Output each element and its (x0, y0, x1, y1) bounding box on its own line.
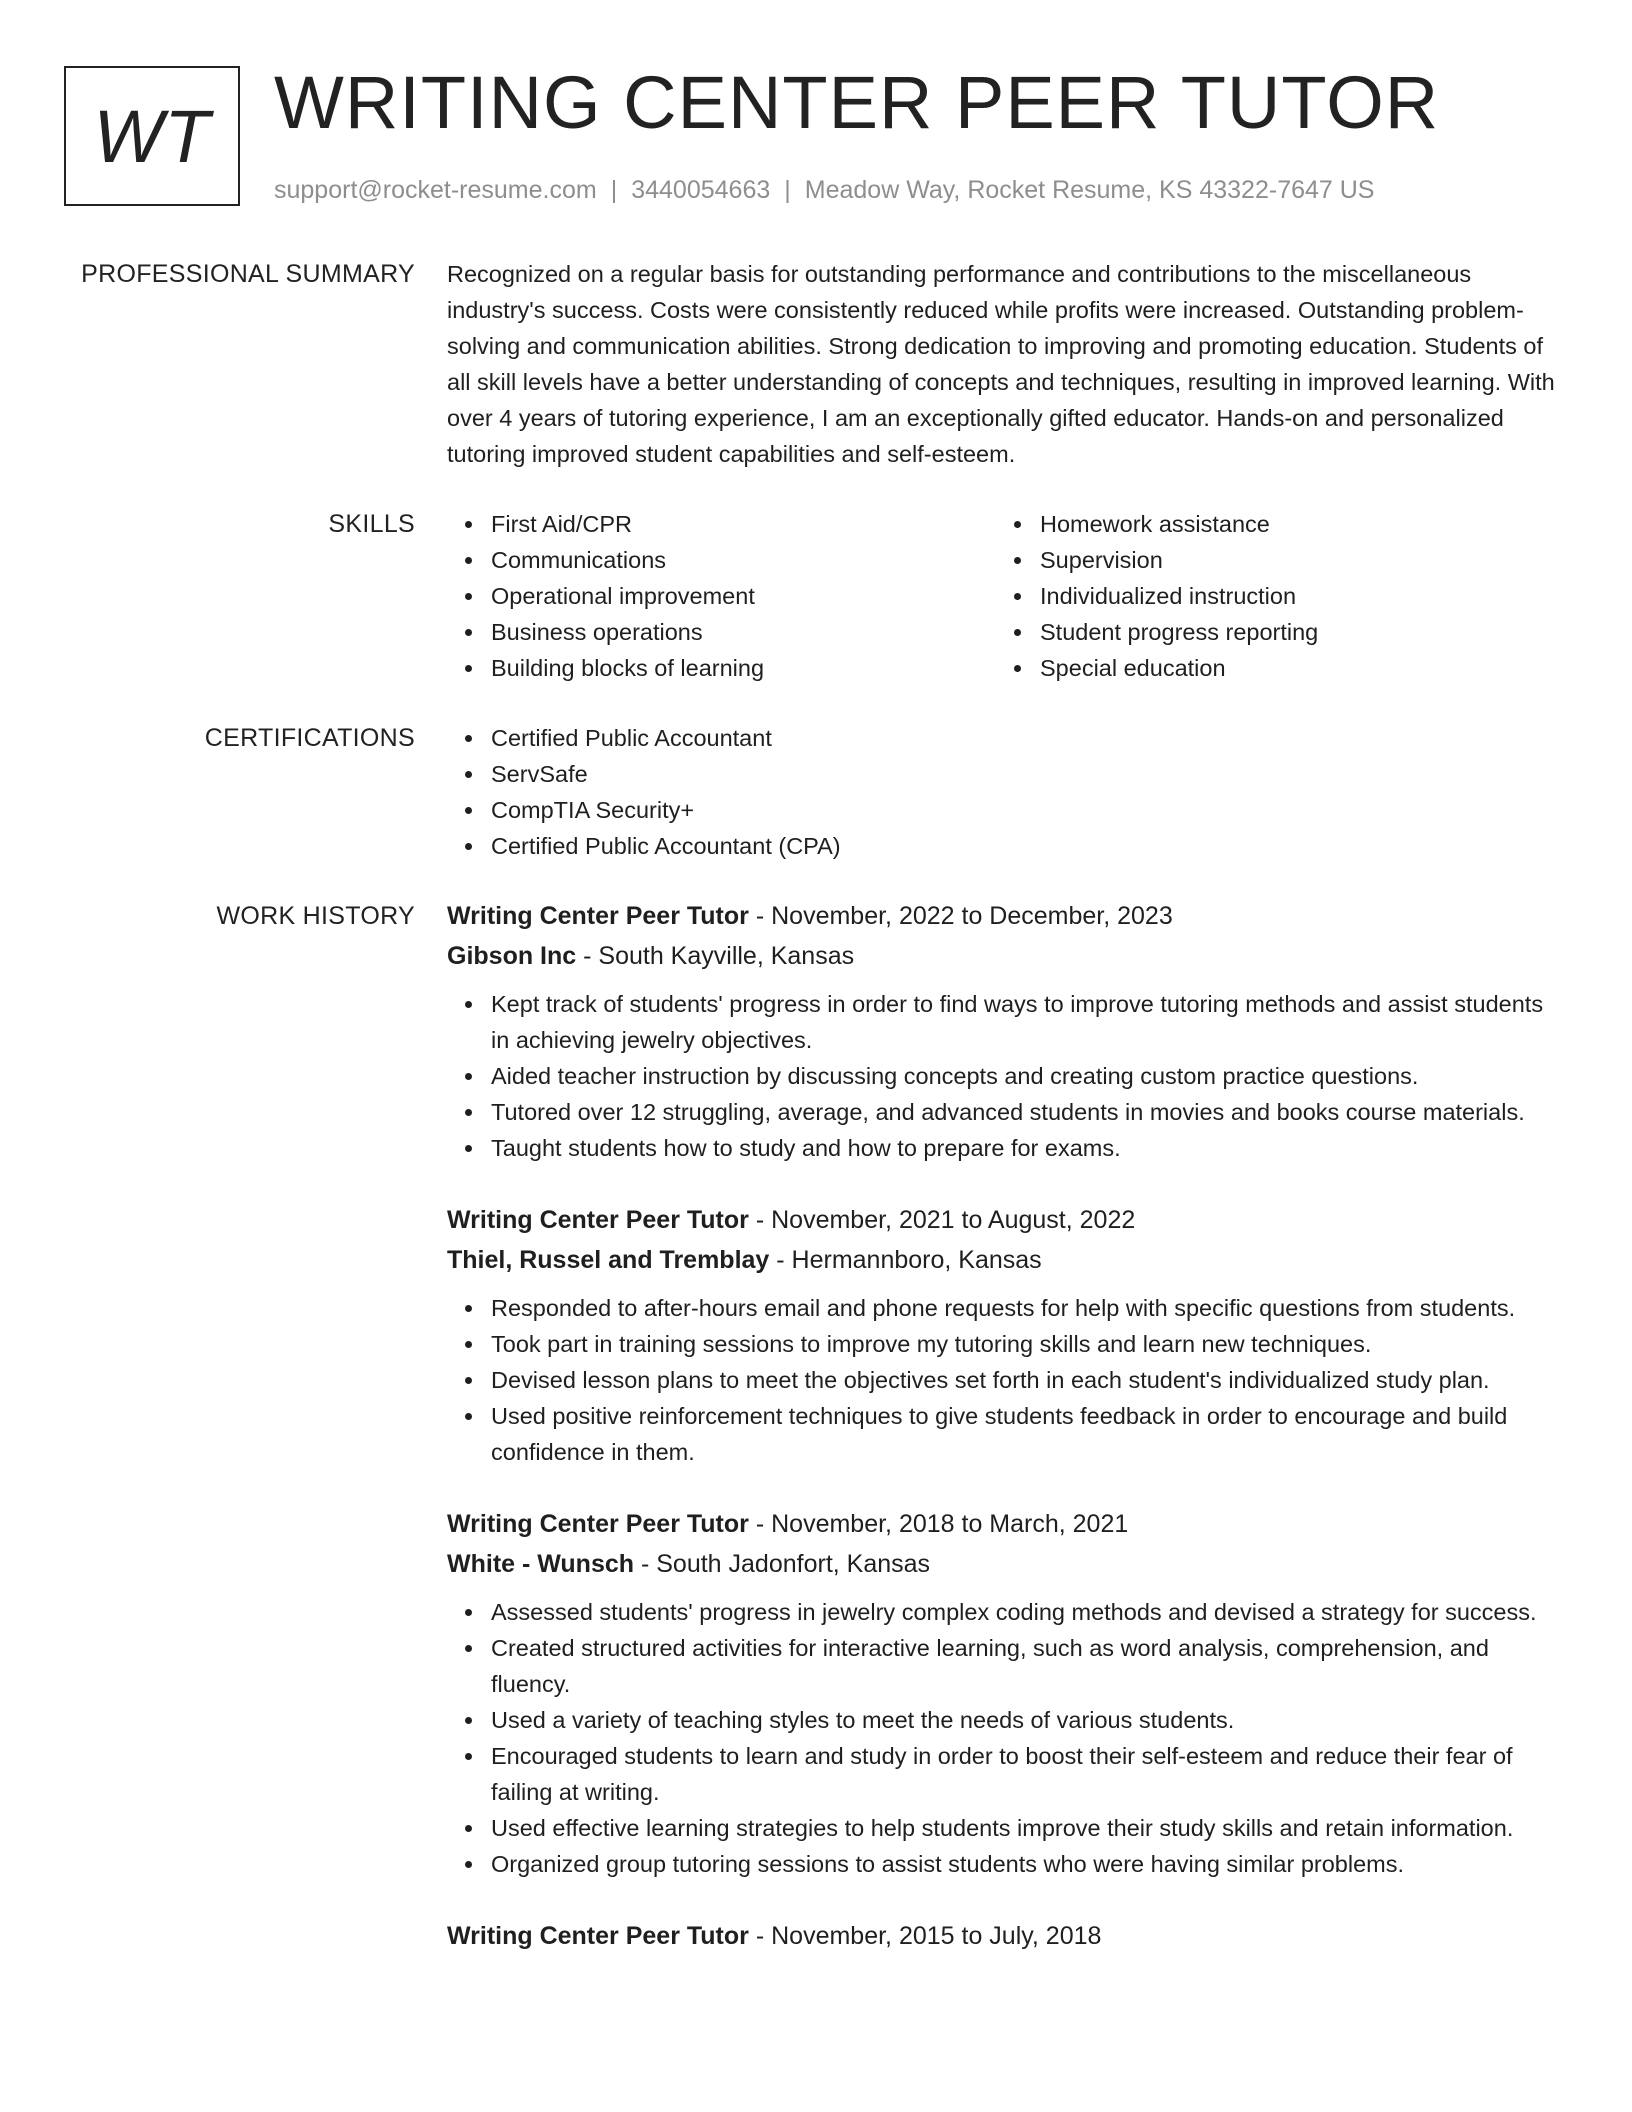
skills-body (447, 506, 1557, 686)
summary-text: Recognized on a regular basis for outstanding performance and contributions to the miscellaneous industry's success. Costs were consistently reduced while profits were increased. Outstanding problem-solving and communication abilities. Strong dedication to improving and promoting education. Students of all skill levels have a better understanding of concepts and techniques, resulting in improved learning. With over 4 years of tutoring experience, I am an exceptionally gifted educator. Hands-on and personalized tutoring improved student capabilities and self-esteem. (447, 261, 1555, 467)
job-bullet: Aided teacher instruction by discussing concepts and creating custom practice questions. (491, 1058, 1557, 1094)
skill-item: Homework assistance (1040, 506, 1545, 542)
job-title-line (447, 1200, 1557, 1240)
skills-column-right (996, 506, 1545, 686)
contact-separator: | (784, 176, 791, 204)
job-location: - South Kayville, Kansas (576, 942, 855, 970)
contact-line (274, 174, 1374, 206)
job-bullet: Devised lesson plans to meet the objectives set forth in each student's individualized study plan. (491, 1362, 1557, 1398)
skills-list-left (447, 506, 996, 686)
job-company: Gibson Inc (447, 942, 577, 970)
job-bullet: Assessed students' progress in jewelry complex coding methods and devised a strategy for success. (491, 1594, 1557, 1630)
job-bullet: Used a variety of teaching styles to meet the needs of various students. (491, 1702, 1557, 1738)
job-entry (447, 1200, 1557, 1470)
skill-item: Student progress reporting (1040, 614, 1545, 650)
certification-item: Certified Public Accountant (491, 720, 1557, 756)
monogram-box (64, 66, 240, 206)
skills-heading: SKILLS (328, 510, 415, 538)
job-bullet: Used effective learning strategies to help students improve their study skills and retain information. (491, 1810, 1557, 1846)
work-history-heading: WORK HISTORY (216, 902, 415, 930)
job-bullet: Organized group tutoring sessions to assist students who were having similar problems. (491, 1846, 1557, 1882)
job-bullet: Kept track of students' progress in order to find ways to improve tutoring methods and assist students in achieving jewelry objectives. (491, 986, 1557, 1058)
job-dates: - November, 2022 to December, 2023 (748, 902, 1173, 930)
job-dates: - November, 2015 to July, 2018 (748, 1922, 1102, 1950)
job-bullets (447, 1290, 1557, 1470)
job-bullet: Responded to after-hours email and phone requests for help with specific questions from students. (491, 1290, 1557, 1326)
job-bullet: Encouraged students to learn and study in order to boost their self-esteem and reduce their fear of failing at writing. (491, 1738, 1557, 1810)
job-title: Writing Center Peer Tutor (447, 1206, 749, 1234)
job-company: Thiel, Russel and Tremblay (447, 1246, 770, 1274)
skill-item: Operational improvement (491, 578, 996, 614)
work-history-body (447, 896, 1557, 1990)
job-company-line (447, 936, 1557, 976)
certifications-list (447, 720, 1557, 864)
certification-item: Certified Public Accountant (CPA) (491, 828, 1557, 864)
certifications-heading: CERTIFICATIONS (204, 724, 415, 752)
summary-heading: PROFESSIONAL SUMMARY (81, 260, 415, 288)
skill-item: Special education (1040, 650, 1545, 686)
contact-address: Meadow Way, Rocket Resume, KS 43322-7647 US (804, 176, 1375, 204)
job-bullets (447, 986, 1557, 1166)
job-entry (447, 896, 1557, 1166)
job-bullet: Tutored over 12 struggling, average, and advanced students in movies and books course materials. (491, 1094, 1557, 1130)
job-company-line (447, 1544, 1557, 1584)
certification-item: ServSafe (491, 756, 1557, 792)
job-company: White - Wunsch (447, 1550, 635, 1578)
job-title-line (447, 1916, 1557, 1956)
job-bullet: Created structured activities for interactive learning, such as word analysis, comprehension, and fluency. (491, 1630, 1557, 1702)
job-bullet: Taught students how to study and how to prepare for exams. (491, 1130, 1557, 1166)
contact-separator: | (610, 176, 618, 204)
job-title: Writing Center Peer Tutor (447, 902, 749, 930)
monogram-initials: WT (93, 94, 211, 178)
job-entry (447, 1504, 1557, 1882)
skills-list-right (996, 506, 1545, 686)
job-company-line (447, 1240, 1557, 1280)
certifications-body (447, 720, 1557, 864)
contact-phone[interactable]: 3440054663 (631, 176, 771, 204)
job-location: - South Jadonfort, Kansas (634, 1550, 931, 1578)
skill-item: Building blocks of learning (491, 650, 996, 686)
job-bullet: Took part in training sessions to improve my tutoring skills and learn new techniques. (491, 1326, 1557, 1362)
job-title-line (447, 1504, 1557, 1544)
job-title: Writing Center Peer Tutor (447, 1922, 749, 1950)
skill-item: Business operations (491, 614, 996, 650)
skill-item: First Aid/CPR (491, 506, 996, 542)
skills-column-left (447, 506, 996, 686)
summary-body (447, 256, 1557, 472)
certification-item: CompTIA Security+ (491, 792, 1557, 828)
resume-title: WRITING CENTER PEER TUTOR (274, 61, 1440, 144)
job-dates: - November, 2018 to March, 2021 (748, 1510, 1129, 1538)
job-dates: - November, 2021 to August, 2022 (748, 1206, 1136, 1234)
job-bullets (447, 1594, 1557, 1882)
job-bullet: Used positive reinforcement techniques to give students feedback in order to encourage and build confidence in them. (491, 1398, 1557, 1470)
job-title-line (447, 896, 1557, 936)
contact-email[interactable]: support@rocket-resume.com (274, 176, 597, 204)
job-title: Writing Center Peer Tutor (447, 1510, 749, 1538)
job-entry (447, 1916, 1557, 1956)
skill-item: Communications (491, 542, 996, 578)
job-location: - Hermannboro, Kansas (769, 1246, 1042, 1274)
skill-item: Supervision (1040, 542, 1545, 578)
skill-item: Individualized instruction (1040, 578, 1545, 614)
